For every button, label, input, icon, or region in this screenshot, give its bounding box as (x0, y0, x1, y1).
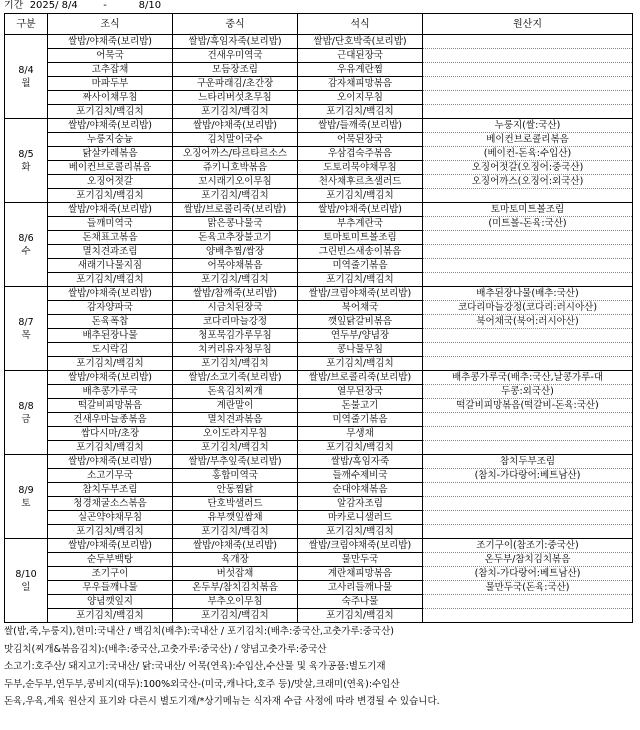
origin-line (423, 427, 632, 441)
day-weekday: 월 (21, 77, 31, 89)
day-row (5, 203, 633, 287)
menu-item: 포기김치/백김치 (76, 526, 144, 537)
menu-item: 쌀밥/야채죽(보리밥) (48, 203, 172, 217)
day-label-cell (5, 287, 48, 371)
origin-line (423, 329, 632, 343)
menu-item: 숙주나물 (298, 595, 422, 609)
menu-item: 돈육고추장불고기 (173, 231, 297, 245)
menu-item: 베이컨브로콜리볶음 (48, 161, 172, 175)
menu-item: 누룽지숭늉 (48, 133, 172, 147)
menu-item: 포기김치/백김치 (76, 106, 144, 117)
menu-item: 쌀밥/단호박죽(보리밥) (298, 35, 422, 49)
menu-item: 쥬키니호박볶음 (173, 161, 297, 175)
origin-line (423, 609, 632, 622)
menu-item: 포기김치/백김치 (76, 442, 144, 453)
menu-item: 계란말이 (173, 399, 297, 413)
origin-line: (베이컨-돈육:수입산) (423, 147, 632, 161)
day-weekday: 화 (21, 161, 31, 173)
menu-item: 포기김치/백김치 (201, 358, 269, 369)
breakfast-cell (48, 203, 173, 287)
menu-item: 홍합미역국 (173, 469, 297, 483)
menu-item: 깻잎닭갈비볶음 (298, 315, 422, 329)
menu-item: 부추계란국 (298, 217, 422, 231)
menu-item: 미역줄기볶음 (298, 413, 422, 427)
menu-item: 쌀밥/브로콜리죽(보리밥) (173, 203, 297, 217)
menu-item: 돈채표고볶음 (48, 231, 172, 245)
menu-item: 포기김치/백김치 (326, 358, 394, 369)
menu-item: 계란채피망볶음 (298, 567, 422, 581)
menu-item: 쌀밥/야채죽(보리밥) (173, 539, 297, 553)
menu-item: 포기김치/백김치 (201, 274, 269, 285)
origin-line: (참치-가다랑어:베트남산) (423, 469, 632, 483)
origin-line (423, 497, 632, 511)
menu-item: 새래기나물지짐 (48, 259, 172, 273)
lunch-cell (173, 371, 298, 455)
footer-line: 소고기:호주산/ 돼지고기:국내산/ 닭:국내산/ 어묵(연육):수입산,수산물 및 육가공품:별도기재 (4, 661, 386, 672)
breakfast-cell (48, 455, 173, 539)
day-weekday: 수 (21, 245, 31, 257)
period-label: 기간 (4, 0, 24, 11)
menu-item: 고추잡채 (48, 63, 172, 77)
menu-item: 포기김치/백김치 (76, 358, 144, 369)
menu-item: 포기김치/백김치 (201, 190, 269, 201)
menu-item: 쌀밥/야채죽(보리밥) (48, 455, 172, 469)
origin-line: 오징어까스(오징어:외국산) (423, 175, 632, 189)
day-row (5, 35, 633, 119)
menu-item: 구운파래김/초간장 (173, 77, 297, 91)
menu-item: 쌀밥/브로콜리죽(보리밥) (298, 371, 422, 385)
menu-item: 오이지무침 (298, 91, 422, 105)
col-header-origin: 원산지 (423, 14, 633, 35)
day-date: 8/5 (18, 148, 34, 160)
day-date: 8/4 (18, 64, 34, 76)
day-row (5, 371, 633, 455)
origin-line (423, 91, 632, 105)
lunch-cell (173, 287, 298, 371)
menu-item: 돈육김치찌개 (173, 385, 297, 399)
menu-item: 쌀밥/크림야채죽(보리밥) (298, 287, 422, 301)
origin-line (423, 49, 632, 63)
dinner-cell (298, 455, 423, 539)
menu-item: 물만두국 (298, 553, 422, 567)
menu-item: 청포묵김가루무침 (173, 329, 297, 343)
menu-item: 김치말이국수 (173, 133, 297, 147)
menu-item: 오징어까스/타르타르소스 (173, 147, 297, 161)
menu-item: 어묵야채볶음 (173, 259, 297, 273)
menu-item: 무생채 (298, 427, 422, 441)
menu-item: 안동찜닭 (173, 483, 297, 497)
menu-item: 맑은콩나물국 (173, 217, 297, 231)
period-dash: - (103, 0, 107, 11)
period-end: 8/10 (138, 0, 162, 11)
lunch-cell (173, 35, 298, 119)
menu-item: 느타리버섯초무침 (173, 91, 297, 105)
origin-line (423, 77, 632, 91)
menu-item: 쌀밥/야채죽(보리밥) (173, 119, 297, 133)
origin-cell (423, 35, 633, 119)
origin-line (423, 595, 632, 609)
menu-item: 들깨수제비국 (298, 469, 422, 483)
origin-line: 떡갈비피망볶음(떡갈비-돈육:국산) (423, 399, 632, 413)
origin-cell (423, 371, 633, 455)
menu-item: 떡갈비피망볶음 (48, 399, 172, 413)
origin-cell (423, 455, 633, 539)
origin-line: 물만두국(돈육:국산) (423, 581, 632, 595)
menu-item: 청경채굴소스볶음 (48, 497, 172, 511)
menu-item: 우유계란찜 (298, 63, 422, 77)
menu-item: 포기김치/백김치 (201, 106, 269, 117)
menu-item: 꼬시래기오이무침 (173, 175, 297, 189)
dinner-cell (298, 287, 423, 371)
origin-line: 배추콩가루국(배추:국산,날콩가루-대 (423, 371, 632, 385)
menu-item: 쌀밥/크림야채죽(보리밥) (298, 539, 422, 553)
menu-item: 감자채피망볶음 (298, 77, 422, 91)
menu-item: 코다리마늘강정 (173, 315, 297, 329)
menu-item: 연두부/양념장 (298, 329, 422, 343)
menu-item: 북어채국 (298, 301, 422, 315)
day-row (5, 455, 633, 539)
menu-item: 포기김치/백김치 (326, 274, 394, 285)
menu-item: 열무된장국 (298, 385, 422, 399)
menu-item: 양념깻잎지 (48, 595, 172, 609)
origin-line: 배추된장나물(배추:국산) (423, 287, 632, 301)
menu-item: 포기김치/백김치 (201, 610, 269, 621)
menu-item: 토마토미트볼조림 (298, 231, 422, 245)
menu-item: 마카로니샐러드 (298, 511, 422, 525)
breakfast-cell (48, 119, 173, 203)
day-label-cell (5, 371, 48, 455)
day-date: 8/9 (18, 484, 34, 496)
menu-item: 포기김치/백김치 (201, 526, 269, 537)
menu-item: 포기김치/백김치 (76, 610, 144, 621)
menu-item: 닭살카레볶음 (48, 147, 172, 161)
day-weekday: 일 (21, 581, 31, 593)
menu-item: 쌀밥/참깨죽(보리밥) (173, 287, 297, 301)
dinner-cell (298, 371, 423, 455)
menu-item: 쌀밥/야채죽(보리밥) (48, 119, 172, 133)
menu-item: 시금치된장국 (173, 301, 297, 315)
origin-cell (423, 203, 633, 287)
day-row (5, 287, 633, 371)
day-date: 8/10 (15, 568, 37, 580)
origin-line (423, 35, 632, 49)
menu-item: 소고기무국 (48, 469, 172, 483)
menu-item: 포기김치/백김치 (76, 274, 144, 285)
menu-item: 쌀밥/야채죽(보리밥) (48, 371, 172, 385)
footer-line: 돈육,우육,계육 원산지 표기와 다른시 별도기재/*상기메뉴는 식자재 수급 사정에 따라 변경될 수 있습니다. (4, 696, 440, 707)
menu-item: 치커리유자청무침 (173, 343, 297, 357)
origin-cell (423, 119, 633, 203)
origin-line (423, 525, 632, 538)
footer-line: 두부,순두부,연두부,콩비지(대두):100%외국산-(미국,캐나다,호주 등)/맛살,크래미(연육):수입산 (4, 678, 400, 690)
lunch-cell (173, 455, 298, 539)
day-date: 8/6 (18, 232, 34, 244)
origin-line (423, 231, 632, 245)
menu-item: 쌀밥/부추잎죽(보리밥) (173, 455, 297, 469)
menu-item: 무우들깨나물 (48, 581, 172, 595)
menu-item: 모듬장조림 (173, 63, 297, 77)
menu-item: 양배추찜/쌈장 (173, 245, 297, 259)
origin-line (423, 441, 632, 454)
menu-item: 고사리들깨나물 (298, 581, 422, 595)
origin-cell (423, 287, 633, 371)
menu-item: 버섯잡채 (173, 567, 297, 581)
col-header-dinner: 석식 (298, 14, 423, 35)
menu-item: 돈불고기 (298, 399, 422, 413)
day-weekday: 금 (21, 413, 31, 425)
menu-item: 콩나물무침 (298, 343, 422, 357)
origin-line (423, 245, 632, 259)
menu-item: 우삼겹숙주볶음 (298, 147, 422, 161)
weekly-menu-table (4, 13, 633, 623)
breakfast-cell (48, 371, 173, 455)
menu-item: 포기김치/백김치 (326, 526, 394, 537)
menu-item: 육개장 (173, 553, 297, 567)
lunch-cell (173, 119, 298, 203)
menu-item: 알감자조림 (298, 497, 422, 511)
day-weekday: 목 (21, 329, 31, 341)
menu-item: 실곤약야채무침 (48, 511, 172, 525)
menu-item: 돈육폭찹 (48, 315, 172, 329)
menu-item: 미역줄기볶음 (298, 259, 422, 273)
menu-item: 포기김치/백김치 (326, 610, 394, 621)
menu-body (5, 35, 633, 623)
day-label-cell (5, 203, 48, 287)
menu-item: 쌀밥/야채죽(보리밥) (48, 35, 172, 49)
day-label-cell (5, 455, 48, 539)
origin-line: 베이컨브로콜리볶음 (423, 133, 632, 147)
origin-line (423, 483, 632, 497)
origin-line: 오징어젓갈(오징어:중국산) (423, 161, 632, 175)
menu-item: 도시락김 (48, 343, 172, 357)
origin-line: 온두부/참치김치볶음 (423, 553, 632, 567)
dinner-cell (298, 539, 423, 623)
day-weekday: 토 (21, 497, 31, 509)
menu-item: 배추된장나물 (48, 329, 172, 343)
menu-item: 참치두부조림 (48, 483, 172, 497)
dinner-cell (298, 203, 423, 287)
menu-item: 쌈다시마/초장 (48, 427, 172, 441)
menu-item: 그린빈스새송이볶음 (298, 245, 422, 259)
table-header-row (5, 14, 633, 35)
col-header-lunch: 중식 (173, 14, 298, 35)
menu-item: 근대된장국 (298, 49, 422, 63)
menu-item: 포기김치/백김치 (326, 442, 394, 453)
origin-line (423, 63, 632, 77)
origin-line (423, 273, 632, 286)
menu-item: 오징어젓갈 (48, 175, 172, 189)
origin-footer (4, 623, 636, 711)
menu-item: 짜사이채무침 (48, 91, 172, 105)
origin-line (423, 259, 632, 273)
menu-item: 순두부백탕 (48, 553, 172, 567)
origin-cell (423, 539, 633, 623)
origin-line: 토마토미트볼조림 (423, 203, 632, 217)
menu-item: 쌀밥/야채죽(보리밥) (298, 203, 422, 217)
origin-line: 참치두부조림 (423, 455, 632, 469)
menu-item: 쌀밥/소고기죽(보리밥) (173, 371, 297, 385)
origin-line (423, 105, 632, 118)
menu-item: 온두부/참치김치볶음 (173, 581, 297, 595)
menu-item: 멸치견과조림 (48, 245, 172, 259)
day-label-cell (5, 539, 48, 623)
origin-line: 코다리마늘강정(코다리:러시아산) (423, 301, 632, 315)
menu-item: 어묵된장국 (298, 133, 422, 147)
origin-line (423, 343, 632, 357)
origin-line: 누룽지(쌀:국산) (423, 119, 632, 133)
origin-line (423, 189, 632, 202)
menu-item: 쌀밥/흑임자죽(보리밥) (173, 35, 297, 49)
menu-item: 천사채후르츠샐러드 (298, 175, 422, 189)
menu-item: 감자양파국 (48, 301, 172, 315)
menu-item: 마파두부 (48, 77, 172, 91)
menu-item: 멸치견과볶음 (173, 413, 297, 427)
day-date: 8/8 (18, 400, 34, 412)
menu-item: 오이도라지무침 (173, 427, 297, 441)
menu-item: 포기김치/백김치 (76, 190, 144, 201)
breakfast-cell (48, 35, 173, 119)
menu-item: 건새우미역국 (173, 49, 297, 63)
menu-item: 쌀밥/야채죽(보리밥) (48, 539, 172, 553)
menu-item: 배추콩가루국 (48, 385, 172, 399)
day-label-cell (5, 35, 48, 119)
breakfast-cell (48, 287, 173, 371)
origin-line (423, 357, 632, 370)
menu-item: 쌀밥/들깨죽(보리밥) (298, 119, 422, 133)
menu-item: 포기김치/백김치 (326, 190, 394, 201)
lunch-cell (173, 203, 298, 287)
menu-item: 들깨미역국 (48, 217, 172, 231)
footer-line: 맛김치(찌개&볶음김치):(배추:중국산,고춧가루:중국산) / 양념고춧가루:중국산 (4, 643, 327, 655)
menu-item: 순대야채볶음 (298, 483, 422, 497)
menu-item: 도토리묵야채무침 (298, 161, 422, 175)
menu-item: 쌀밥/야채죽(보리밥) (48, 287, 172, 301)
breakfast-cell (48, 539, 173, 623)
footer-line: 쌀(밥,죽,누룽지),현미:국내산 / 백김치(배추):국내산 / 포기김치:(배추:중국산,고춧가루:중국산) (4, 626, 394, 637)
day-label-cell (5, 119, 48, 203)
day-row (5, 539, 633, 623)
origin-line (423, 413, 632, 427)
menu-item: 부추오이무침 (173, 595, 297, 609)
menu-item: 포기김치/백김치 (201, 442, 269, 453)
lunch-cell (173, 539, 298, 623)
period-start: 2025/ 8/4 (29, 0, 78, 11)
origin-line: (미트볼-돈육:국산) (423, 217, 632, 231)
menu-item: 조기구이 (48, 567, 172, 581)
origin-line: 북어채국(북어:러시아산) (423, 315, 632, 329)
menu-item: 어묵국 (48, 49, 172, 63)
origin-line: 조기구이(참조기:중국산) (423, 539, 632, 553)
menu-item: 건새우마늘종볶음 (48, 413, 172, 427)
day-row (5, 119, 633, 203)
period-header (4, 0, 161, 12)
dinner-cell (298, 119, 423, 203)
menu-item: 유부깻잎쌈채 (173, 511, 297, 525)
day-date: 8/7 (18, 316, 34, 328)
origin-line: 두콩:외국산) (423, 385, 632, 399)
dinner-cell (298, 35, 423, 119)
origin-line (423, 511, 632, 525)
menu-item: 단호박샐러드 (173, 497, 297, 511)
col-header-breakfast: 조식 (48, 14, 173, 35)
menu-item: 포기김치/백김치 (326, 106, 394, 117)
col-header-day: 구분 (5, 14, 48, 35)
origin-line: (참치-가다랑어:베트남산) (423, 567, 632, 581)
menu-item: 쌀밥/흑임자죽 (298, 455, 422, 469)
